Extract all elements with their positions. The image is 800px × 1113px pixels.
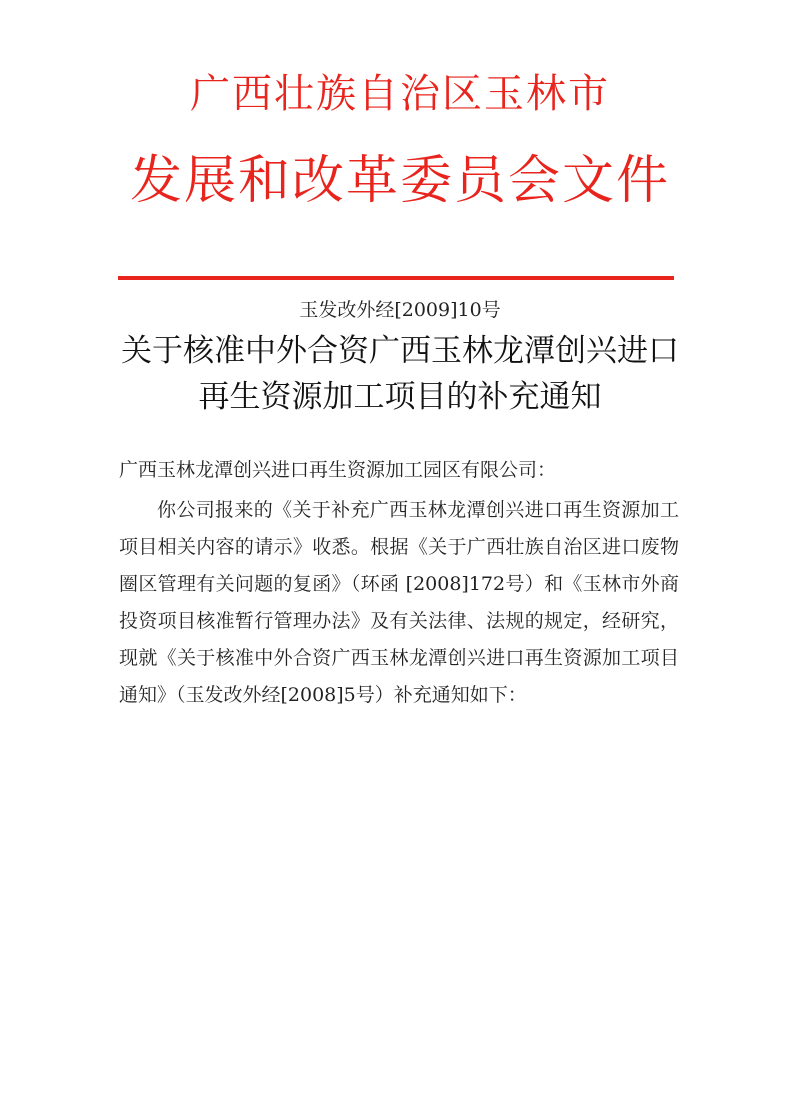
issuing-authority-line2: 发展和改革委员会文件 <box>129 151 670 211</box>
document-title-line1: 关于核准中外合资广西玉林龙潭创兴进口 <box>121 333 679 369</box>
document-number: 玉发改外经[2009]10号 <box>299 299 501 321</box>
body-paragraph: 你公司报来的《关于补充广西玉林龙潭创兴进口再生资源加工项目相关内容的请示》收悉。根据《关于广西壮族自治区进口废物圈区管理有关问题的复函》（环函 [2008]172号）和《玉林市外商投资项目核准暂行管理办法》及有关法律、法规的规定，经研究，现就《关于核准中外合资广西玉林龙潭创兴进口再生资源加工项目通知》（玉发改外经[2008]5号）补充通知如下： <box>119 499 679 706</box>
document-title-line2: 再生资源加工项目的补充通知 <box>198 379 602 415</box>
document-title <box>0 328 800 420</box>
red-divider-rule <box>118 276 674 280</box>
issuing-authority-line1: 广西壮族自治区玉林市 <box>190 71 610 117</box>
addressee: 广西玉林龙潭创兴进口再生资源加工园区有限公司： <box>119 459 557 481</box>
